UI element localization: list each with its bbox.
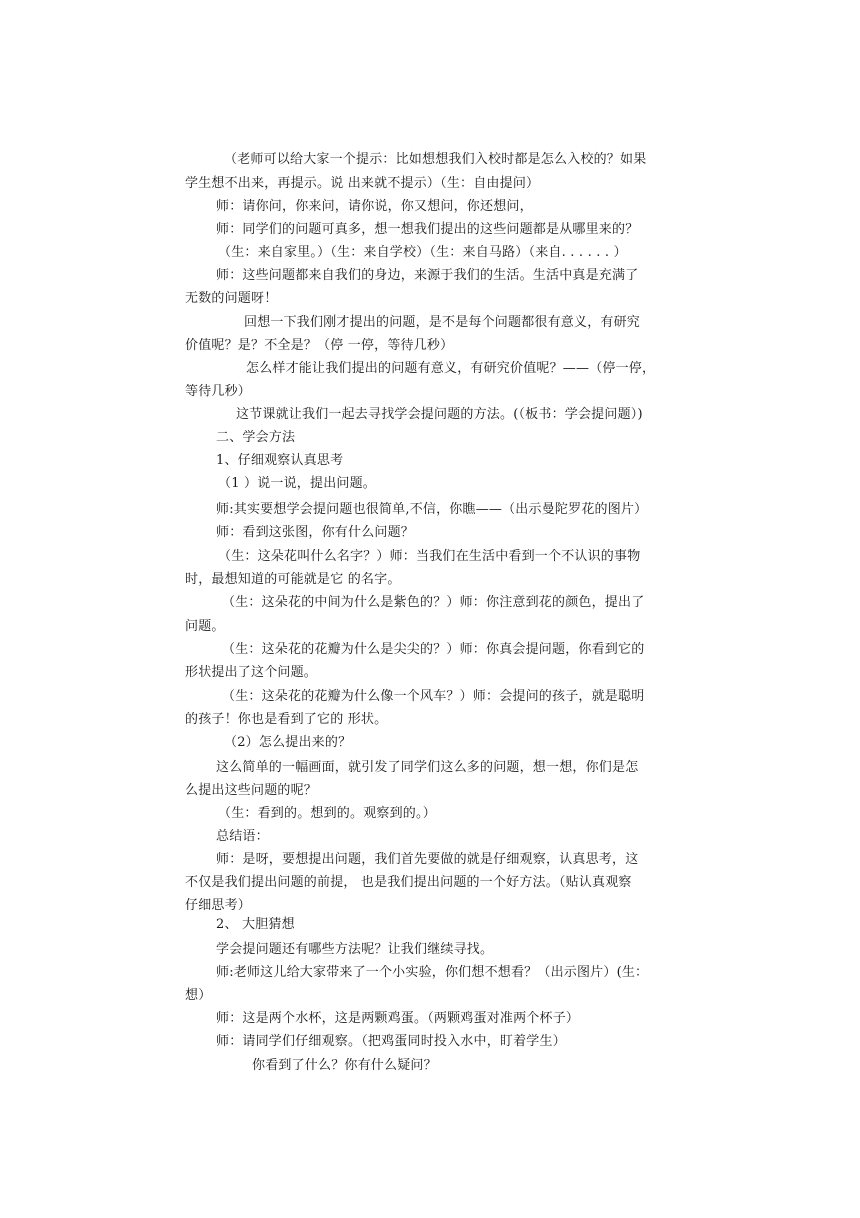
- text-line: 学会提问题还有哪些方法呢？让我们继续寻找。: [216, 942, 494, 957]
- text-line: 师：这是两个水杯，这是两颗鸡蛋。（两颗鸡蛋对准两个杯子）: [216, 1011, 580, 1026]
- text-line: 想）: [185, 988, 212, 1003]
- text-line: 师:其实要想学会提问题也很简单,不信，你瞧——（出示曼陀罗花的图片）: [216, 502, 648, 517]
- text-line: （生：来自家里。）（生：来自学校）（生：来自马路）（来自. . . . . . ）: [218, 245, 627, 260]
- text-line: （生：这朵花的花瓣为什么是尖尖的？）师：你真会提问题，你看到它的: [222, 642, 645, 657]
- text-line: 么提出这些问题的呢？: [185, 783, 318, 798]
- text-line: 总结语：: [216, 829, 269, 844]
- text-line: 的孩子！你也是看到了它的 形状。: [185, 712, 388, 727]
- text-line: （老师可以给大家一个提示：比如想想我们入校时都是怎么入校的？如果: [224, 152, 647, 167]
- text-line: 师：这些问题都来自我们的身边，来源于我们的生活。生活中真是充满了: [216, 268, 639, 283]
- text-line: （生：这朵花的中间为什么是紫色的？）师：你注意到花的颜色，提出了: [222, 595, 645, 610]
- text-line: （2）怎么提出来的？: [224, 735, 352, 750]
- text-line: 仔细思考）: [185, 898, 252, 913]
- text-line: 这么简单的一幅画面，就引发了同学们这么多的问题，想一想，你们是怎: [216, 760, 639, 775]
- text-line: 师：请同学们仔细观察。（把鸡蛋同时投入水中，盯着学生）: [216, 1034, 566, 1049]
- text-line: （生：这朵花的花瓣为什么像一个风车？）师：会提问的孩子，就是聪明: [222, 689, 645, 704]
- subsection-heading: 1、仔细观察认真思考: [216, 453, 344, 468]
- text-line: 学生想不出来，再提示。说 出来就不提示）（生：自由提问）: [185, 176, 540, 191]
- text-line: 问题。: [185, 619, 225, 634]
- text-line: 时，最想知道的可能就是它 的名字。: [185, 572, 401, 587]
- text-line: 师:老师这儿给大家带来了一个小实验，你们想不想看？（出示图片）(生：: [216, 965, 649, 980]
- text-line: 你看到了什么？你有什么疑问？: [252, 1058, 437, 1073]
- text-line: 师：请你问，你来问，请你说，你又想问，你还想问，: [216, 199, 533, 214]
- text-line: 价值呢？是？不全是？（停 一停，等待几秒）: [185, 338, 454, 353]
- text-line: 这节课就让我们一起去寻找学会提问题的方法。(（板书：学会提问题）): [236, 407, 643, 422]
- text-line: 怎么样才能让我们提出的问题有意义，有研究价值呢？——（停一停，: [246, 361, 656, 376]
- text-line: 形状提出了这个问题。: [185, 665, 318, 680]
- text-line: 师：同学们的问题可真多，想一想我们提出的这些问题都是从哪里来的？: [216, 222, 639, 237]
- text-line: 师：看到这张图，你有什么问题？: [216, 525, 415, 540]
- text-line: 师：是呀，要想提出问题，我们首先要做的就是仔细观察，认真思考，这: [216, 852, 639, 867]
- text-line: （生：看到的。想到的。观察到的。）: [218, 806, 436, 821]
- subsection-heading: 2、 大胆猜想: [216, 917, 295, 932]
- text-line: 回想一下我们刚才提出的问题，是不是每个问题都很有意义，有研究: [244, 315, 641, 330]
- text-line: 等待几秒）: [185, 384, 252, 399]
- text-line: 无数的问题呀！: [185, 291, 278, 306]
- text-line: （生：这朵花叫什么名字？）师：当我们在生活中看到一个不认识的事物: [218, 549, 641, 564]
- text-line: 不仅是我们提出问题的前提， 也是我们提出问题的一个好方法。（贴认真观察: [185, 875, 632, 890]
- section-heading: 二、学会方法: [216, 430, 296, 445]
- text-line: （1 ）说一说，提出问题。: [218, 476, 377, 491]
